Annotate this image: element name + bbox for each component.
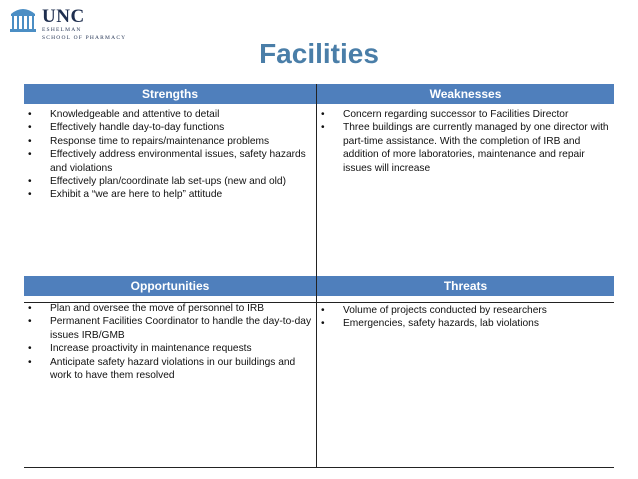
list-item: • Increase proactivity in maintenance requests — [24, 342, 314, 355]
list-item: • Three buildings are currently managed by one director with part-time assistance. With the completion of IRB and addition of more laboratories, maintenance and repair issues will increase — [317, 121, 609, 175]
logo-subtitle-2: SCHOOL OF PHARMACY — [42, 34, 127, 41]
list-item: • Response time to repairs/maintenance problems — [24, 135, 314, 148]
opportunities-list — [24, 302, 314, 382]
logo-name: UNC — [42, 6, 85, 27]
list-item: • Effectively address environmental issues, safety hazards and violations — [24, 148, 314, 175]
unc-logo — [10, 4, 126, 41]
logo-subtitle-1: ESHELMAN — [42, 27, 82, 33]
strengths-list — [24, 108, 314, 202]
opportunities-header: Opportunities — [24, 276, 316, 296]
divider — [24, 467, 614, 468]
list-item: • Effectively handle day-to-day functions — [24, 121, 314, 134]
old-well-icon — [10, 4, 36, 34]
weaknesses-list — [317, 108, 609, 175]
threats-header: Threats — [317, 276, 614, 296]
list-item: • Exhibit a “we are here to help” attitude — [24, 188, 314, 201]
list-item: • Volume of projects conducted by researchers — [317, 304, 609, 317]
strengths-header: Strengths — [24, 84, 316, 104]
list-item: • Plan and oversee the move of personnel to IRB — [24, 302, 314, 315]
list-item: • Effectively plan/coordinate lab set-ups (new and old) — [24, 175, 314, 188]
list-item: • Permanent Facilities Coordinator to handle the day-to-day issues IRB/GMB — [24, 315, 314, 342]
weaknesses-header: Weaknesses — [317, 84, 614, 104]
swot-grid — [24, 84, 614, 468]
list-item: • Anticipate safety hazard violations in our buildings and work to have them resolved — [24, 356, 314, 383]
list-item: • Concern regarding successor to Facilities Director — [317, 108, 609, 121]
list-item: • Emergencies, safety hazards, lab violations — [317, 317, 609, 330]
list-item: • Knowledgeable and attentive to detail — [24, 108, 314, 121]
threats-list — [317, 304, 609, 331]
page-title: Facilities — [259, 38, 379, 69]
